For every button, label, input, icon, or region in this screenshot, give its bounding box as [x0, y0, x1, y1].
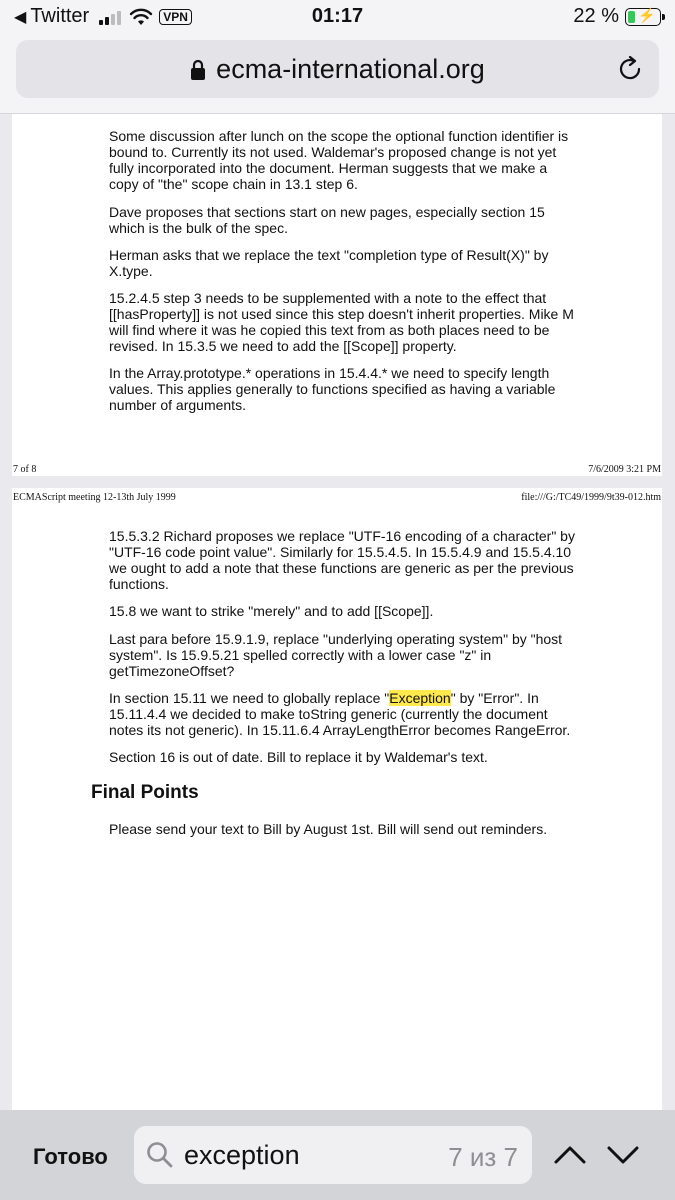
- clock: 01:17: [311, 5, 364, 27]
- pdf-page: [12, 114, 662, 476]
- text-run: In section 15.11 we need to globally replace ": [109, 690, 390, 706]
- reload-icon[interactable]: [615, 54, 645, 84]
- url-domain: ecma-international.org: [216, 54, 485, 84]
- find-input[interactable]: [184, 1136, 434, 1174]
- paragraph: 15.2.4.5 step 3 needs to be supplemented with a note to the effect that [[hasProperty]] is not used since this step doesn't inherit properties. Mike M will find where it was he copied this text from as both places need to be revised. In 15.3.5 we need to add the [[Scope]] property.: [109, 290, 574, 354]
- match-count: 7 из 7: [448, 1142, 518, 1172]
- pdf-page: [12, 488, 662, 1110]
- previous-match-button[interactable]: [553, 1138, 587, 1172]
- paragraph: Last para before 15.9.1.9, replace "underlying operating system" by "host system". Is 15.9.5.21 spelled correctly with a lower case "z" in getTimezoneOffset?: [109, 631, 563, 679]
- section-heading: Final Points: [91, 782, 199, 803]
- lock-icon: [190, 59, 206, 81]
- address-bar[interactable]: [16, 40, 659, 98]
- status-bar: [0, 0, 675, 36]
- page-header-path: file:///G:/TC49/1999/9t39-012.htm: [521, 492, 661, 503]
- battery-status: [573, 5, 661, 28]
- paragraph: 15.8 we want to strike "merely" and to add [[Scope]].: [109, 603, 434, 619]
- find-on-page-bar: [0, 1110, 675, 1200]
- back-app-label: Twitter: [30, 5, 90, 27]
- browser-toolbar: [0, 36, 675, 114]
- paragraph: Please send your text to Bill by August 1st. Bill will send out reminders.: [109, 821, 548, 837]
- next-match-button[interactable]: [606, 1138, 640, 1172]
- paragraph: 15.5.3.2 Richard proposes we replace "UTF-16 encoding of a character" by "UTF-16 code point value". Similarly for 15.5.4.5. In 15.5.4.9 and 15.5.4.10 we ought to add a note that these functions are generic as per the previous functions.: [109, 528, 575, 592]
- search-icon: [146, 1141, 174, 1169]
- paragraph: Some discussion after lunch on the scope the optional function identifier is bound to. Currently its not used. Waldemar's proposed change is not yet fully incorporated into the document. Herman suggests that we make a copy of "the" scope chain in 13.1 step 6.: [109, 128, 569, 192]
- charging-bolt-icon: ⚡: [638, 6, 656, 23]
- search-match-highlight: Exception: [389, 690, 451, 706]
- vpn-badge: VPN: [159, 9, 192, 25]
- battery-icon: [625, 8, 661, 26]
- paragraph: In the Array.prototype.* operations in 15.4.4.* we need to specify length values. This applies generally to functions specified as having a variable number of arguments.: [109, 365, 556, 413]
- paragraph: Herman asks that we replace the text "completion type of Result(X)" by X.type.: [109, 247, 549, 279]
- page-number: 7 of 8: [13, 464, 37, 475]
- paragraph: [109, 690, 579, 738]
- document-view[interactable]: [0, 114, 675, 1110]
- battery-fill: [628, 11, 635, 23]
- text-run: " by "Error". In 15.11.4.4 we decided to make toString generic (currently the document notes its not generic). In 15.11.6.4 ArrayLengthError becomes RangeError.: [109, 690, 571, 738]
- done-button[interactable]: Готово: [33, 1144, 108, 1169]
- print-timestamp: 7/6/2009 3:21 PM: [588, 464, 661, 475]
- back-arrow-icon: ◀: [14, 8, 27, 26]
- paragraph: Dave proposes that sections start on new pages, especially section 15 which is the bulk of the spec.: [109, 204, 545, 236]
- page-header-title: ECMAScript meeting 12-13th July 1999: [13, 492, 176, 503]
- find-field[interactable]: [134, 1126, 532, 1184]
- battery-percent: 22 %: [573, 5, 619, 27]
- paragraph: Section 16 is out of date. Bill to replace it by Waldemar's text.: [109, 749, 488, 765]
